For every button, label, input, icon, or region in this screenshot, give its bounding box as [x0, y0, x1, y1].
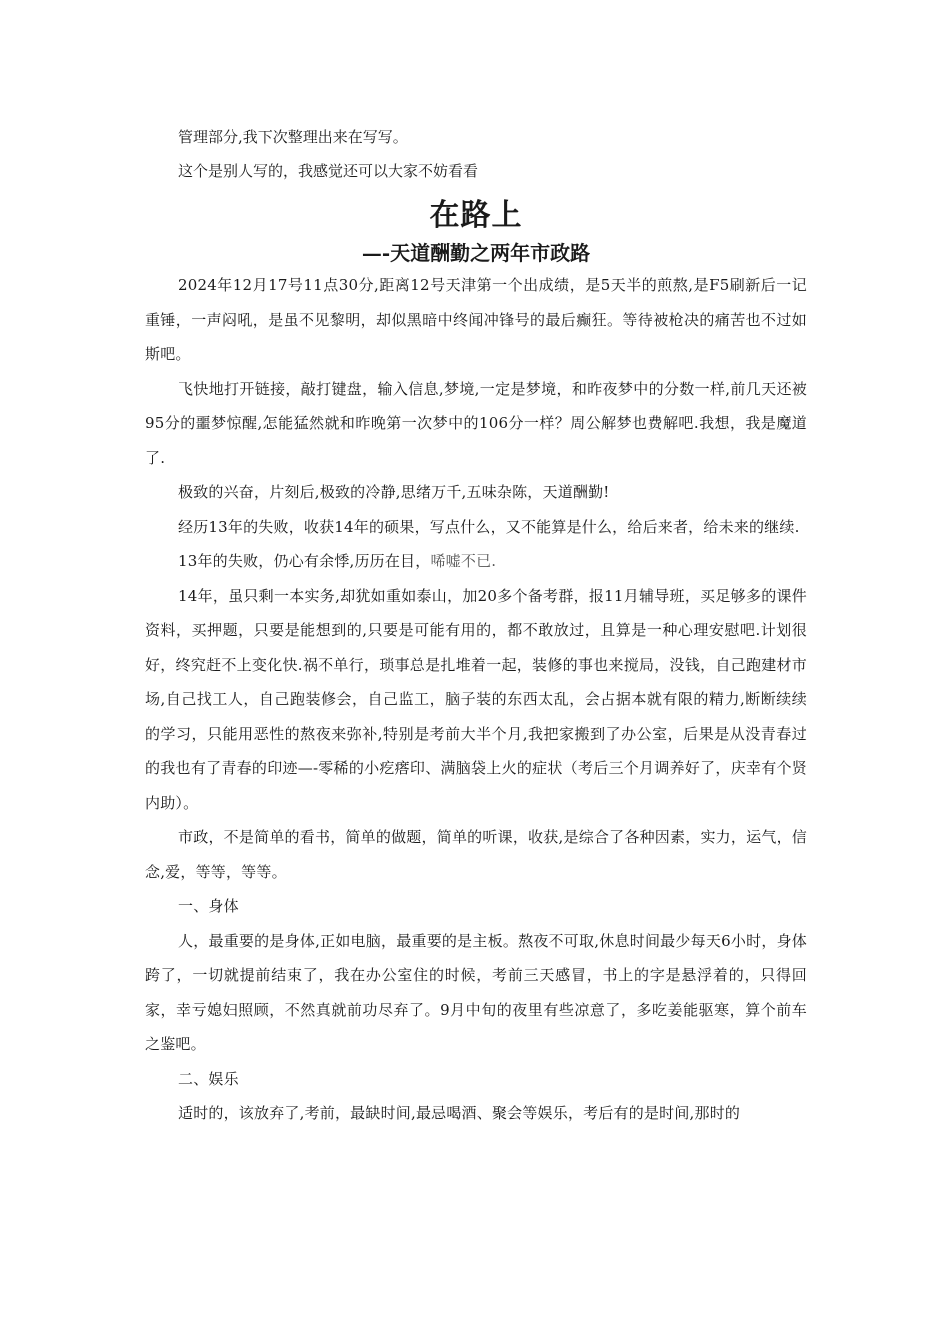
paragraph-entertainment: 适时的，该放弃了,考前，最缺时间,最忌喝酒、聚会等娱乐，考后有的是时间,那时的 [178, 1104, 741, 1122]
section-heading-entertainment: 二、娱乐 [178, 1069, 239, 1088]
article-title: 在路上 [429, 198, 523, 233]
paragraph-experience: 经历13年的失败，收获14年的硕果，写点什么，又不能算是什么，给后来者，给未来的继续. [178, 517, 800, 536]
paragraph-2013-sigh: 唏嘘不已. [430, 552, 497, 570]
paragraph-2014-story: 14年，虽只剩一本实务,却犹如重如泰山，加20多个备考群，报11月辅导班，买足够多的课件资料，买押题，只要是能想到的,只要是可能有用的，都不敢放过，且算是一种心理安慰吧.计划很好，终究赶不上变化快.祸不单行，琐事总是扎堆着一起，装修的事也来搅局，没钱，自己跑建材市场,自己找工人，自己跑装修会，自己监工，脑子装的东西太乱，会占据本就有限的精力,断断续续的学习，只能用恶性的熬夜来弥补,特别是考前大半个月,我把家搬到了办公室，后果是从没青春过的我也有了青春的印迹—-零稀的小疙瘩印、满脑袋上火的症状（考后三个月调养好了，庆幸有个贤内助）。 [145, 586, 807, 812]
paragraph-opening: 2024年12月17号11点30分,距离12号天津第一个出成绩，是5天半的煎熬,是F5刷新后一记重锤，一声闷吼，是虽不见黎明，却似黑暗中终闻冲锋号的最后癫狂。等待被枪决的痛苦也不过如斯吧。 [145, 276, 807, 363]
paragraph-body-health: 人，最重要的是身体,正如电脑，最重要的是主板。熬夜不可取,休息时间最少每天6小时，身体跨了，一切就提前结束了，我在办公室住的时候，考前三天感冒，书上的字是悬浮着的，只得回家，幸亏媳妇照顾，不然真就前功尽弃了。9月中旬的夜里有些凉意了，多吃姜能驱寒，算个前车之鉴吧。 [145, 931, 807, 1053]
paragraph-2013-failure [145, 544, 807, 579]
article-subtitle: —-天道酬勤之两年市政路 [361, 241, 591, 265]
document-body [145, 120, 807, 1131]
intro-line-1: 管理部分,我下次整理出来在写写。 [178, 128, 408, 146]
paragraph-municipal: 市政，不是简单的看书，简单的做题，简单的听课，收获,是综合了各种因素，实力，运气，信念,爱，等等，等等。 [145, 828, 807, 881]
intro-line-2: 这个是别人写的，我感觉还可以大家不妨看看 [178, 162, 479, 180]
paragraph-excitement: 极致的兴奋，片刻后,极致的冷静,思绪万千,五味杂陈，天道酬勤! [178, 483, 610, 501]
paragraph-2013-text: 13年的失败，仍心有余悸,历历在目， [178, 552, 431, 570]
paragraph-checking-score: 飞快地打开链接，敲打键盘，输入信息,梦境,一定是梦境，和昨夜梦中的分数一样,前几天还被95分的噩梦惊醒,怎能猛然就和昨晚第一次梦中的106分一样？周公解梦也费解吧.我想，我是魔道了. [145, 379, 807, 467]
section-heading-body: 一、身体 [178, 897, 239, 915]
